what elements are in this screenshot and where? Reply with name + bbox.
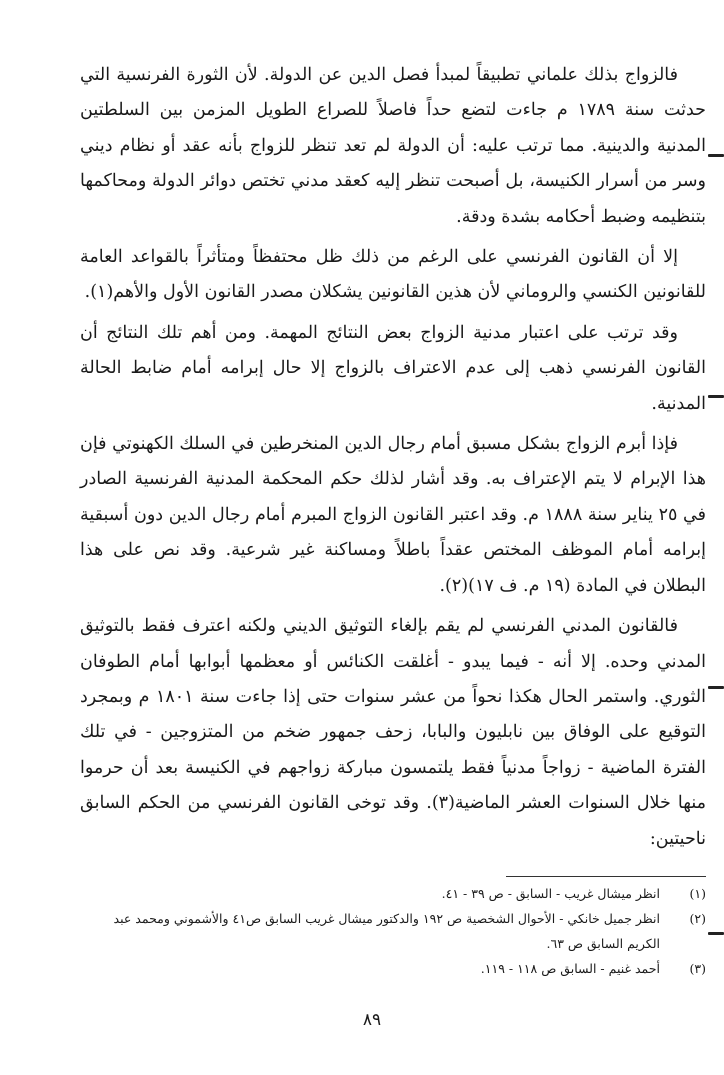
footnote-1: [80, 881, 706, 906]
margin-mark: [708, 395, 724, 398]
paragraph-5: فالقانون المدني الفرنسي لم يقم بإلغاء التوثيق الديني ولكنه اعترف فقط بالتوثيق المدني وحده. إلا أنه - فيما يبدو - أغلقت الكنائس أو معظمها أبوابها أمام الطوفان الثوري. واستمر الحال هكذا نحواً من عشر سنوات حتى إذا جاءت سنة ١٨٠١ م وبمجرد التوقيع على الوفاق بين نابليون والبابا، زحف جمهور ضخم من المتزوجين - في تلك الفترة الماضية - زواجاً مدنياً فقط يلتمسون مباركة زواجهم في الكنيسة بعد أن حرموا منها خلال السنوات العشر الماضية(٣). وقد توخى القانون الفرنسي من الحكم السابق ناحيتين:: [80, 616, 706, 849]
footnote-separator: [506, 876, 706, 877]
footnotes: [80, 876, 706, 981]
page-number: ٨٩: [362, 1010, 382, 1030]
body-text: [80, 58, 706, 862]
footnote-number: (٣): [689, 961, 706, 976]
footnote-number: (١): [689, 886, 706, 901]
footnote-number: (٢): [689, 911, 706, 926]
paragraph-3: وقد ترتب على اعتبار مدنية الزواج بعض النتائج المهمة. ومن أهم تلك النتائج أن القانون الفرنسي ذهب إلى عدم الاعتراف بالزواج إلا حال إبرامه أمام ضابط الحالة المدنية.: [80, 322, 706, 414]
paragraph-1: فالزواج بذلك علماني تطبيقاً لمبدأ فصل الدين عن الدولة. لأن الثورة الفرنسية التي حدثت سنة ١٧٨٩ م جاءت لتضع حداً فاصلاً للصراع الطويل المزمن بين السلطتين المدنية والدينية. مما ترتب عليه: أن الدولة لم تعد تنظر للزواج بأنه عقد أو نظام ديني وسر من أسرار الكنيسة، بل أصبحت تنظر إليه كعقد مدني تختص دوائر الدولة ومحاكمها بتنظيمه وضبط أحكامه بشدة ودقة.: [80, 65, 706, 227]
paragraph-4: فإذا أبرم الزواج بشكل مسبق أمام رجال الدين المنخرطين في السلك الكهنوتي فإن هذا الإبرام لا يتم الإعتراف به. وقد أشار لذلك حكم المحكمة المدنية الفرنسية الصادر في ٢٥ يناير سنة ١٨٨٨ م. وقد اعتبر القانون الزواج المبرم أمام رجال الدين دون أسبقية إبرامه أمام الموظف المختص عقداً باطلاً ومساكنة غير شرعية. وقد نص على هذا البطلان في المادة (١٩ م. ف ١٧)(٢).: [80, 434, 706, 596]
footnote-text: انظر ميشال غريب - السابق - ص ٣٩ - ٤١.: [441, 886, 660, 901]
margin-mark: [708, 932, 724, 935]
footnote-3: [80, 956, 706, 981]
footnote-text: أحمد غنيم - السابق ص ١١٨ - ١١٩.: [480, 961, 660, 976]
margin-mark: [708, 686, 724, 689]
margin-mark: [708, 154, 724, 157]
paragraph-2: إلا أن القانون الفرنسي على الرغم من ذلك ظل محتفظاً ومتأثراً بالقواعد العامة للقانونين الكنسي والروماني لأن هذين القانونين يشكلان مصدر القانون الأول والأهم(١).: [80, 247, 706, 303]
footnote-2: [80, 906, 706, 956]
footnote-text: انظر جميل خانكي - الأحوال الشخصية ص ١٩٢ والدكتور ميشال غريب السابق ص٤١ والأشموني ومحمد عبد الكريم السابق ص ٦٣.: [113, 911, 660, 951]
